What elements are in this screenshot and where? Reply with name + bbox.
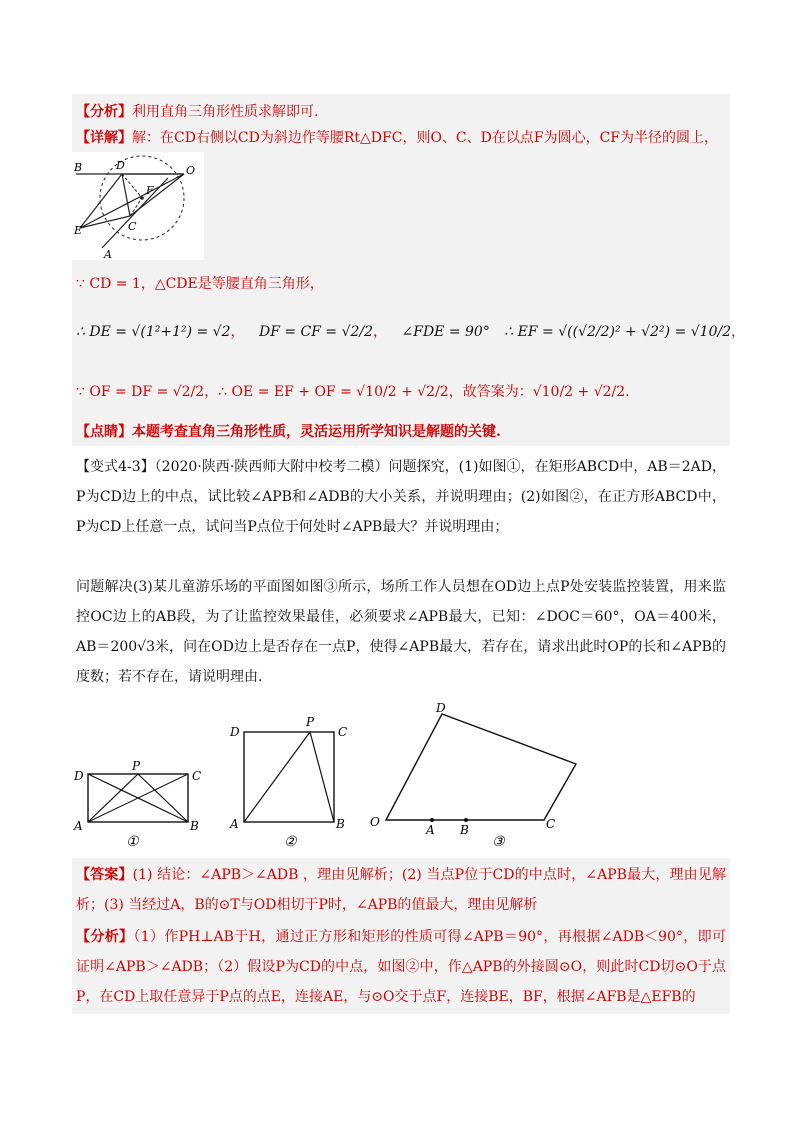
figure-1-diagram — [72, 152, 204, 260]
figure-square — [229, 715, 347, 850]
answer-block — [76, 860, 726, 920]
figure-rectangle — [73, 759, 201, 850]
svg-text:O: O — [370, 815, 380, 829]
since-text-1: ∵ CD = 1，△CDE是等腰直角三角形， — [76, 276, 324, 292]
svg-text:A: A — [74, 819, 83, 833]
comment-text: 本题考查直角三角形性质，灵活运用所学知识是解题的关键. — [132, 424, 501, 440]
answer-tag: 【答案】 — [76, 867, 133, 883]
problem-part-2: 问题解决(3)某儿童游乐场的平面图如图③所示，场所工作人员想在OD边上点P处安装监控装置，用来监控OC边上的AB段，为了让监控效果最佳，必须要求∠APB最大，已知：∠DOC＝60°，OA＝400米，AB＝200√3米，问在OD边上是否存在一点P，使得∠APB最大，若存在，请求出此时OP的长和∠APB的度数；若不存在，请说明理由. — [76, 579, 726, 685]
svg-text:B: B — [460, 823, 469, 837]
comment-line — [76, 422, 726, 442]
since-line-1 — [76, 274, 726, 294]
ef-equation: ∴ EF = √((√2/2)² + √2²) = √10/2 — [504, 324, 732, 340]
svg-text:C: C — [338, 725, 348, 739]
detail-text: 解：在CD右侧以CD为斜边作等腰Rt△DFC，则O、C、D在以点F为圆心，CF为半径的圆上， — [132, 130, 719, 146]
svg-text:A: A — [230, 817, 239, 831]
svg-text:P: P — [132, 759, 141, 773]
svg-text:B: B — [190, 819, 199, 833]
fig1-label-a: A — [104, 248, 112, 260]
svg-text:B: B — [336, 817, 345, 831]
svg-text:C: C — [192, 769, 202, 783]
fig-caption-1: ① — [126, 834, 139, 850]
df-equation: DF = CF = √2/2 — [258, 324, 374, 340]
comment-tag: 【点睛】 — [76, 424, 132, 440]
fig1-label-b: B — [74, 161, 83, 174]
svg-text:P: P — [306, 715, 315, 729]
analysis-tag: 【分析】 — [76, 104, 132, 120]
analysis2-text: （1）作PH⊥AB于H，通过正方形和矩形的性质可得∠APB＝90°，再根据∠ADB＜90°，即可证明∠APB＞∠ADB；（2）假设P为CD的中点，如图②中，作△APB的外接圆⊙O，则此时CD切⊙O于点P，在CD上取任意异于P点的点E，连接AE，与⊙O交于点F，连接BE，BF，根据∠AFB是△EFB的 — [76, 929, 726, 1005]
fig-caption-2: ② — [284, 834, 297, 850]
angle-fde: ∠FDE = 90° — [401, 324, 490, 340]
fig1-label-c: C — [128, 220, 137, 233]
detail-line — [76, 128, 726, 148]
analysis2-tag: 【分析】 — [76, 929, 134, 945]
de-equation: ∴ DE = √(1²+1²) = √2 — [76, 324, 231, 340]
svg-text:D: D — [74, 769, 84, 783]
fig1-label-e: E — [74, 224, 83, 237]
fig1-label-o: O — [186, 164, 196, 177]
fig1-label-d: D — [116, 159, 125, 172]
therefore-line-1: ∴ DE = √(1²+1²) = √2， DF = CF = √2/2， ∠FDE = 90° ∴ EF = √((√2/2)² + √2²) = √10/2， — [76, 324, 746, 340]
svg-text:A: A — [426, 823, 435, 837]
svg-text:D: D — [230, 725, 240, 739]
analysis-text: 利用直角三角形性质求解即可. — [132, 104, 319, 120]
fig1-label-f: F — [146, 184, 154, 197]
figure-quadrilateral — [370, 701, 576, 850]
svg-text:C: C — [546, 817, 556, 831]
answer-text: (1) 结论：∠APB＞∠ADB ，理由见解析；(2) 当点P位于CD的中点时，∠APB最大，理由见解析；(3) 当经过A，B的⊙T与OD相切于P时，∠APB的值最大，理由见解析 — [76, 867, 726, 913]
since-text-2: ∵ OF = DF = √2/2，∴ OE = EF + OF = √10/2 + √2/2，故答案为：√10/2 + √2/2. — [76, 384, 630, 400]
fig-caption-3: ③ — [492, 834, 505, 850]
problem-part-1: 【变式4-3】（2020·陕西·陕西师大附中校考二模）问题探究，(1)如图①，在矩形ABCD中，AB＝2AD，P为CD边上的中点，试比较∠APB和∠ADB的大小关系，并说明理由；(2)如图②，在正方形ABCD中，P为CD上任意一点，试问当P点位于何处时∠APB最大？并说明理由； — [76, 459, 726, 535]
detail-tag: 【详解】 — [76, 130, 132, 146]
analysis-block-2 — [76, 922, 726, 1012]
analysis-line-1 — [76, 102, 726, 122]
since-line-2 — [76, 382, 726, 402]
svg-text:D: D — [436, 701, 446, 715]
figures-row — [70, 700, 590, 860]
